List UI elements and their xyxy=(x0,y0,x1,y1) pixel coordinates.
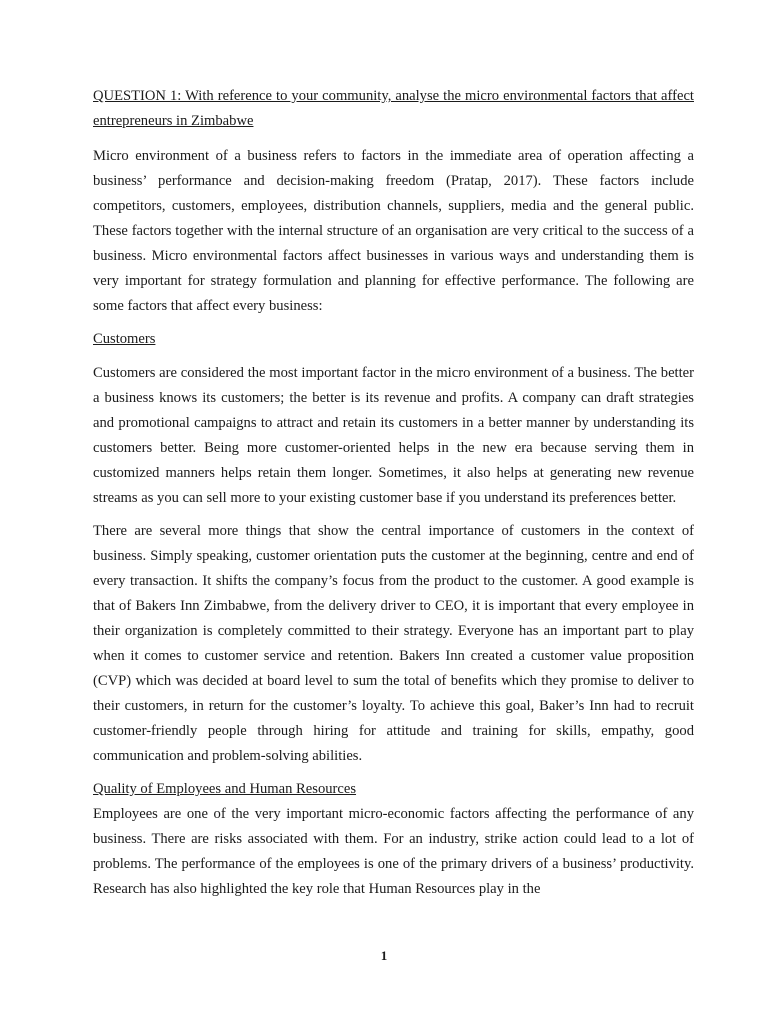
section-heading-customers: Customers xyxy=(93,331,156,347)
intro-paragraph: Micro environment of a business refers to factors in the immediate area of operation affecting a business’ performance and decision-making freedom (Pratap, 2017). These factors include competitors, customers, employees, distribution channels, suppliers, media and the general public. These factors together with the internal structure of an organisation are very critical to the success of a business. Micro environmental factors affect businesses in various ways and understanding them is very important for strategy formulation and planning for effective performance. The following are some factors that affect every business: xyxy=(93,148,694,314)
question-heading: QUESTION 1: With reference to your community, analyse the micro environmental factors that affect entrepreneurs in Zimbabwe xyxy=(93,88,694,129)
page-number: 1 xyxy=(380,948,388,963)
employees-paragraph-1: Employees are one of the very important micro-economic factors affecting the performance of any business. There are risks associated with them. For an industry, strike action could lead to a lot of problems. The performance of the employees is one of the primary drivers of a business’ productivity. Research has also highlighted the key role that Human Resources play in the xyxy=(93,806,694,897)
customers-paragraph-1: Customers are considered the most important factor in the micro environment of a business. The better a business knows its customers; the better is its revenue and profits. A company can draft strategies and promotional campaigns to attract and retain its customers in a better manner by understanding its customers better. Being more customer-oriented helps in the new era because serving them in customized manners helps retain them longer. Sometimes, it also helps at generating new revenue streams as you can sell more to your existing customer base if you understand its preferences better. xyxy=(93,365,694,506)
customers-paragraph-2: There are several more things that show the central importance of customers in the context of business. Simply speaking, customer orientation puts the customer at the beginning, centre and end of every transaction. It shifts the company’s focus from the product to the customer. A good example is that of Bakers Inn Zimbabwe, from the delivery driver to CEO, it is important that every employee in their organization is completely committed to their strategy. Everyone has an important part to play when it comes to customer service and retention. Bakers Inn created a customer value proposition (CVP) which was decided at board level to sum the total of benefits which they promise to deliver to their customers, in return for the customer’s loyalty. To achieve this goal, Baker’s Inn had to recruit customer-friendly people through hiring for attitude and training for skills, empathy, good communication and problem-solving abilities. xyxy=(93,523,694,764)
section-heading-employees: Quality of Employees and Human Resources xyxy=(93,781,357,797)
